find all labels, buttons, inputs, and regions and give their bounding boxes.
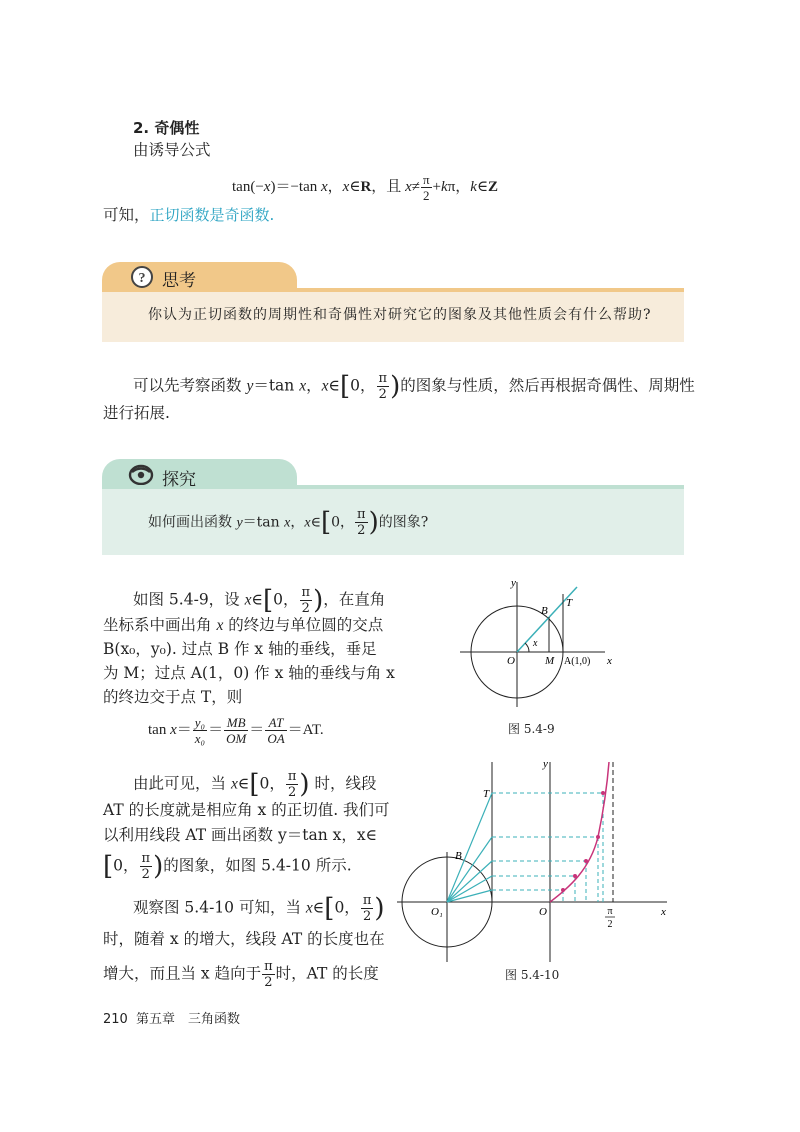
body-line-7: AT 的长度就是相应角 x 的正切值. 我们可: [103, 801, 390, 819]
explore-title: 探究: [162, 470, 196, 490]
highlight-odd-function: 正切函数是奇函数.: [149, 206, 275, 224]
oddness-formula: tan(−x)＝−tan x，x∈R，且 x≠ $\frac{\pi}{2}$ +kπ，k∈Z: [232, 172, 499, 203]
fig2-label-O: O: [539, 906, 547, 918]
fig2-tan-curve: [550, 762, 609, 902]
fig1-label-A: A(1,0): [564, 656, 591, 667]
body-line-2: 坐标系中画出角 x 的终边与单位圆的交点: [103, 616, 384, 634]
think-text: 你认为正切函数的周期性和奇偶性对研究它的图象及其他性质会有什么帮助?: [148, 307, 652, 323]
svg-text:?: ?: [138, 271, 146, 286]
tangent-equation: tan x＝ $\frac{\text{y₀}}{\text{x₀}}$ ＝ $\frac{MB}{OM}$ ＝ $\frac{AT}{OA}$ ＝AT.: [148, 715, 324, 746]
body-line-4: 为 M；过点 A(1，0) 作 x 轴的垂线与角 x: [103, 664, 395, 682]
chapter-title: 第五章 三角函数: [135, 1012, 240, 1027]
body-line-12: 增大，而且当 x 趋向于 $\frac{\pi}{2}$ 时，AT 的长度: [103, 959, 379, 990]
page-number: 210: [103, 1012, 128, 1027]
explore-text: 如何画出函数 y＝tan x，x∈[0， $\frac{\pi}{2}$ )的图象?: [148, 507, 429, 538]
fig2-label-T: T: [483, 788, 490, 800]
body-line-3: B(x₀，y₀). 过点 B 作 x 轴的垂线，垂足: [103, 640, 377, 658]
fig2-caption: 图 5.4-10: [505, 968, 560, 982]
fig1-caption: 图 5.4-9: [508, 722, 555, 736]
fig1-label-M: M: [545, 655, 555, 667]
body-line-6: 由此可见，当 x∈[0， $\frac{\pi}{2}$ ) 时，线段: [133, 769, 377, 800]
fig2-rays: [447, 793, 492, 902]
fig2-label-pi: π: [607, 906, 613, 917]
figure-5-4-9: [455, 572, 635, 712]
fig1-label-B: B: [541, 605, 548, 617]
figure-5-4-10: [395, 757, 675, 967]
fig1-label-x: x: [607, 655, 612, 667]
body-line-10: 观察图 5.4-10 可知，当 x∈[0， $\frac{\pi}{2}$ ): [133, 893, 385, 924]
fig2-curve-points: [561, 791, 605, 892]
fig1-label-y: y: [511, 577, 516, 589]
explore-icon: [128, 463, 154, 489]
body-line-1: 如图 5.4-9，设 x∈[0， $\frac{\pi}{2}$ )，在直角: [133, 585, 386, 616]
question-icon: [130, 265, 154, 293]
conclusion: 可知，正切函数是奇函数.: [103, 206, 275, 224]
body-line-9: [0， $\frac{\pi}{2}$ )的图象，如图 5.4-10 所示.: [103, 851, 352, 882]
intro-text: 由诱导公式: [133, 141, 211, 159]
body-line-11: 时，随着 x 的增大，线段 AT 的长度也在: [103, 930, 385, 948]
fig1-label-T: T: [566, 597, 573, 609]
fig2-label-B: B: [455, 850, 462, 862]
page-footer: [103, 1008, 240, 1027]
fig2-label-two: 2: [607, 919, 613, 930]
para1-line2: 进行拓展.: [103, 404, 170, 422]
fig2-label-y: y: [543, 758, 548, 770]
fig2-label-O1: O₁: [431, 906, 443, 918]
fig2-label-x: x: [661, 906, 666, 918]
body-line-5: 的终边交于点 T，则: [103, 688, 243, 706]
section-heading: 2. 奇偶性: [133, 119, 200, 137]
fig1-label-O: O: [507, 655, 515, 667]
fig2-projections: [492, 793, 603, 902]
fig1-label-angle: x: [533, 638, 538, 649]
body-line-8: 以利用线段 AT 画出函数 y＝tan x，x∈: [103, 826, 378, 844]
para1-line1: 可以先考察函数 y＝tan x，x∈[0， $\frac{\pi}{2}$ )的图象与性质，然后再根据奇偶性、周期性: [133, 371, 695, 402]
think-title: 思考: [162, 271, 196, 291]
